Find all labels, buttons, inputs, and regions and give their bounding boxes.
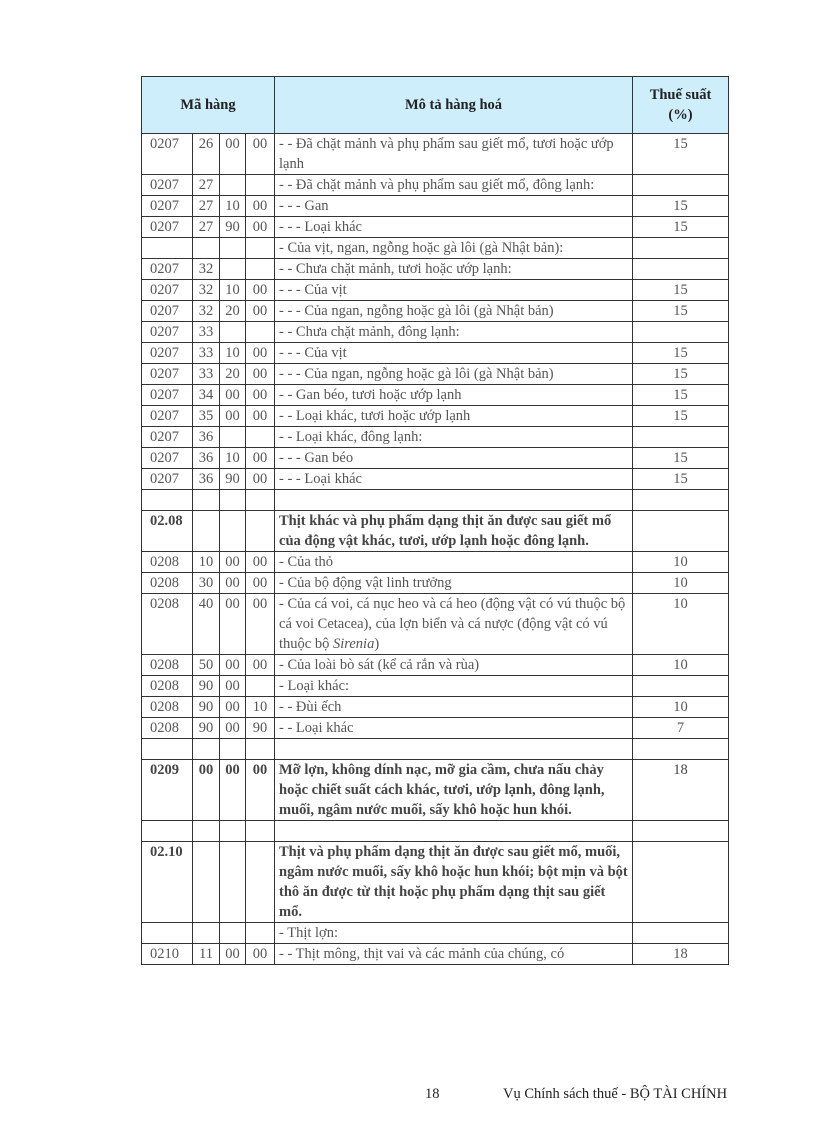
description-cell: - - - Loại khác [275, 217, 633, 238]
code-heading-cell: 30 [193, 573, 220, 594]
header-rate-line2: (%) [668, 107, 693, 123]
code-sub2-cell: 00 [246, 217, 275, 238]
description-cell [275, 490, 633, 511]
rate-cell [633, 739, 729, 760]
code-sub1-cell: 00 [220, 573, 246, 594]
code-chapter-cell: 0208 [142, 676, 193, 697]
code-sub1-cell: 00 [220, 676, 246, 697]
code-chapter-cell: 02.10 [142, 842, 193, 923]
code-sub1-cell: 00 [220, 134, 246, 175]
rate-cell [633, 511, 729, 552]
code-chapter-cell: 0207 [142, 427, 193, 448]
code-sub2-cell: 00 [246, 594, 275, 655]
code-sub2-cell [246, 842, 275, 923]
code-sub2-cell: 00 [246, 196, 275, 217]
code-heading-cell: 32 [193, 259, 220, 280]
code-heading-cell: 36 [193, 448, 220, 469]
code-chapter-cell: 0207 [142, 196, 193, 217]
code-sub1-cell: 90 [220, 217, 246, 238]
description-cell: - - - Của ngan, ngỗng hoặc gà lôi (gà Nhật bản) [275, 301, 633, 322]
rate-cell: 15 [633, 280, 729, 301]
description-cell: - Loại khác: [275, 676, 633, 697]
description-italic-text: Sirenia [332, 636, 375, 652]
code-heading-cell [193, 821, 220, 842]
description-cell: - - - Loại khác [275, 469, 633, 490]
header-code: Mã hàng [142, 77, 275, 134]
code-sub2-cell [246, 923, 275, 944]
table-row [142, 238, 729, 259]
code-sub1-cell: 00 [220, 760, 246, 821]
description-cell: - Của loài bò sát (kể cả rắn và rùa) [275, 655, 633, 676]
code-chapter-cell: 0207 [142, 364, 193, 385]
code-heading-cell [193, 238, 220, 259]
rate-cell [633, 821, 729, 842]
code-sub1-cell [220, 511, 246, 552]
footer-source: Vụ Chính sách thuế - BỘ TÀI CHÍNH [503, 1086, 728, 1102]
code-heading-cell [193, 739, 220, 760]
code-sub1-cell [220, 923, 246, 944]
heading-row [142, 842, 729, 923]
code-chapter-cell: 0209 [142, 760, 193, 821]
page-number: 18 [425, 1086, 440, 1102]
code-chapter-cell: 0210 [142, 944, 193, 965]
code-heading-cell [193, 490, 220, 511]
code-chapter-cell [142, 238, 193, 259]
table-row [142, 427, 729, 448]
table-row [142, 655, 729, 676]
code-heading-cell: 34 [193, 385, 220, 406]
code-heading-cell: 33 [193, 343, 220, 364]
code-chapter-cell: 0207 [142, 469, 193, 490]
description-cell [275, 594, 633, 655]
code-sub1-cell: 00 [220, 655, 246, 676]
code-sub2-cell [246, 322, 275, 343]
spacer-row [142, 490, 729, 511]
code-sub1-cell: 20 [220, 301, 246, 322]
description-cell: - - Loại khác, đông lạnh: [275, 427, 633, 448]
code-sub2-cell: 00 [246, 944, 275, 965]
rate-cell [633, 490, 729, 511]
rate-cell: 15 [633, 343, 729, 364]
rate-cell: 7 [633, 718, 729, 739]
table-row [142, 594, 729, 655]
code-sub1-cell [220, 842, 246, 923]
description-cell: - Của thỏ [275, 552, 633, 573]
code-heading-cell: 36 [193, 469, 220, 490]
description-cell: - - Chưa chặt mảnh, tươi hoặc ướp lạnh: [275, 259, 633, 280]
code-sub1-cell: 20 [220, 364, 246, 385]
rate-cell: 10 [633, 655, 729, 676]
description-text-after: ) [374, 636, 380, 652]
description-cell: - Của bộ động vật linh trưởng [275, 573, 633, 594]
code-heading-cell: 26 [193, 134, 220, 175]
code-chapter-cell: 0207 [142, 301, 193, 322]
description-text: - Của cá voi, cá nục heo và cá heo (động vật có vú thuộc bộ cá voi Cetacea), của lợn biển và cá nược (động vật có vú thuộc bộ [279, 596, 626, 652]
code-chapter-cell: 0208 [142, 655, 193, 676]
table-row [142, 134, 729, 175]
table-row [142, 217, 729, 238]
code-sub2-cell: 00 [246, 760, 275, 821]
code-heading-cell: 27 [193, 196, 220, 217]
rate-cell: 10 [633, 697, 729, 718]
code-chapter-cell: 0207 [142, 217, 193, 238]
table-row [142, 364, 729, 385]
rate-cell [633, 427, 729, 448]
code-sub2-cell [246, 238, 275, 259]
code-sub2-cell: 00 [246, 469, 275, 490]
table-row [142, 385, 729, 406]
code-sub1-cell [220, 739, 246, 760]
table-row [142, 697, 729, 718]
code-chapter-cell: 0207 [142, 385, 193, 406]
code-chapter-cell: 0208 [142, 718, 193, 739]
description-cell: - - Thịt mông, thịt vai và các mảnh của chúng, có [275, 944, 633, 965]
code-sub1-cell: 10 [220, 343, 246, 364]
code-sub1-cell: 00 [220, 552, 246, 573]
code-sub2-cell: 00 [246, 448, 275, 469]
description-cell: Mỡ lợn, không dính nạc, mỡ gia cầm, chưa nấu chảy hoặc chiết suất cách khác, tươi, ướp lạnh, đông lạnh, muối, ngâm nước muối, sấy khô hoặc hun khói. [275, 760, 633, 821]
description-cell: - - - Gan [275, 196, 633, 217]
code-sub1-cell: 10 [220, 196, 246, 217]
code-sub1-cell: 90 [220, 469, 246, 490]
spacer-row [142, 739, 729, 760]
heading-row [142, 760, 729, 821]
code-chapter-cell: 0207 [142, 406, 193, 427]
header-rate [633, 77, 729, 134]
table-row [142, 175, 729, 196]
code-sub1-cell [220, 259, 246, 280]
rate-cell: 10 [633, 573, 729, 594]
rate-cell: 15 [633, 364, 729, 385]
table-row [142, 552, 729, 573]
code-heading-cell: 00 [193, 760, 220, 821]
rate-cell [633, 322, 729, 343]
code-chapter-cell: 0208 [142, 594, 193, 655]
code-sub1-cell: 00 [220, 718, 246, 739]
code-heading-cell: 10 [193, 552, 220, 573]
code-sub1-cell: 00 [220, 594, 246, 655]
code-sub1-cell: 00 [220, 944, 246, 965]
rate-cell: 15 [633, 301, 729, 322]
code-sub2-cell: 90 [246, 718, 275, 739]
description-cell: - - - Của ngan, ngỗng hoặc gà lôi (gà Nhật bản) [275, 364, 633, 385]
code-sub1-cell: 10 [220, 448, 246, 469]
description-cell: - - Loại khác, tươi hoặc ướp lạnh [275, 406, 633, 427]
code-heading-cell: 90 [193, 718, 220, 739]
code-sub2-cell [246, 175, 275, 196]
code-chapter-cell: 0207 [142, 175, 193, 196]
description-cell: - - - Của vịt [275, 280, 633, 301]
description-cell: - - Đã chặt mảnh và phụ phẩm sau giết mổ, đông lạnh: [275, 175, 633, 196]
table-row [142, 448, 729, 469]
description-cell: Thịt khác và phụ phẩm dạng thịt ăn được sau giết mổ của động vật khác, tươi, ướp lạnh hoặc đông lạnh. [275, 511, 633, 552]
header-description: Mô tả hàng hoá [275, 77, 633, 134]
code-sub2-cell: 00 [246, 655, 275, 676]
rate-cell: 15 [633, 217, 729, 238]
code-chapter-cell: 0207 [142, 134, 193, 175]
code-sub2-cell [246, 821, 275, 842]
code-sub1-cell [220, 821, 246, 842]
table-row [142, 301, 729, 322]
code-heading-cell: 11 [193, 944, 220, 965]
code-sub2-cell: 10 [246, 697, 275, 718]
description-cell: - - Đùi ếch [275, 697, 633, 718]
code-heading-cell [193, 842, 220, 923]
spacer-row [142, 821, 729, 842]
code-sub2-cell [246, 490, 275, 511]
rate-cell: 18 [633, 760, 729, 821]
rate-cell: 15 [633, 406, 729, 427]
code-sub2-cell: 00 [246, 134, 275, 175]
code-sub1-cell [220, 238, 246, 259]
description-cell [275, 821, 633, 842]
rate-cell [633, 923, 729, 944]
tariff-table [141, 76, 729, 965]
table-row [142, 718, 729, 739]
code-sub1-cell: 00 [220, 385, 246, 406]
table-row [142, 280, 729, 301]
table-row [142, 923, 729, 944]
rate-cell [633, 676, 729, 697]
code-chapter-cell: 0207 [142, 343, 193, 364]
code-sub2-cell: 00 [246, 552, 275, 573]
table-row [142, 196, 729, 217]
code-chapter-cell: 0207 [142, 448, 193, 469]
code-chapter-cell: 0207 [142, 259, 193, 280]
code-chapter-cell: 02.08 [142, 511, 193, 552]
code-heading-cell [193, 511, 220, 552]
code-chapter-cell [142, 490, 193, 511]
table-row [142, 343, 729, 364]
code-sub2-cell [246, 511, 275, 552]
code-sub2-cell [246, 739, 275, 760]
code-chapter-cell [142, 739, 193, 760]
code-heading-cell: 40 [193, 594, 220, 655]
rate-cell: 15 [633, 134, 729, 175]
description-cell: - - Đã chặt mảnh và phụ phẩm sau giết mổ, tươi hoặc ướp lạnh [275, 134, 633, 175]
code-heading-cell: 32 [193, 301, 220, 322]
code-heading-cell: 36 [193, 427, 220, 448]
header-rate-line1: Thuế suất [649, 87, 712, 103]
code-sub2-cell: 00 [246, 385, 275, 406]
code-heading-cell: 50 [193, 655, 220, 676]
rate-cell: 15 [633, 469, 729, 490]
rate-cell [633, 175, 729, 196]
code-sub2-cell: 00 [246, 573, 275, 594]
code-heading-cell [193, 923, 220, 944]
rate-cell [633, 842, 729, 923]
description-cell: - Của vịt, ngan, ngỗng hoặc gà lôi (gà Nhật bản): [275, 238, 633, 259]
code-sub2-cell [246, 427, 275, 448]
code-sub2-cell: 00 [246, 280, 275, 301]
code-chapter-cell: 0208 [142, 552, 193, 573]
rate-cell [633, 259, 729, 280]
rate-cell: 15 [633, 385, 729, 406]
code-heading-cell: 90 [193, 697, 220, 718]
table-row [142, 406, 729, 427]
code-sub2-cell: 00 [246, 343, 275, 364]
table-row [142, 944, 729, 965]
code-sub1-cell: 00 [220, 406, 246, 427]
table-header-row [142, 77, 729, 134]
code-sub2-cell: 00 [246, 301, 275, 322]
code-sub1-cell [220, 322, 246, 343]
rate-cell: 18 [633, 944, 729, 965]
rate-cell: 15 [633, 448, 729, 469]
code-heading-cell: 33 [193, 364, 220, 385]
description-cell: - Thịt lợn: [275, 923, 633, 944]
code-sub1-cell: 10 [220, 280, 246, 301]
description-cell: - - - Gan béo [275, 448, 633, 469]
code-sub2-cell [246, 676, 275, 697]
table-row [142, 573, 729, 594]
heading-row [142, 511, 729, 552]
code-heading-cell: 35 [193, 406, 220, 427]
code-chapter-cell [142, 821, 193, 842]
table-row [142, 322, 729, 343]
code-heading-cell: 27 [193, 217, 220, 238]
table-row [142, 469, 729, 490]
rate-cell: 15 [633, 196, 729, 217]
code-heading-cell: 32 [193, 280, 220, 301]
description-cell: Thịt và phụ phẩm dạng thịt ăn được sau giết mổ, muối, ngâm nước muối, sấy khô hoặc hun khói; bột mịn và bột thô ăn được từ thịt hoặc phụ phẩm dạng thịt sau giết mổ. [275, 842, 633, 923]
code-chapter-cell: 0208 [142, 697, 193, 718]
rate-cell: 10 [633, 594, 729, 655]
code-heading-cell: 33 [193, 322, 220, 343]
description-cell [275, 739, 633, 760]
description-cell: - - - Của vịt [275, 343, 633, 364]
code-chapter-cell: 0208 [142, 573, 193, 594]
table-body [142, 134, 729, 965]
code-chapter-cell: 0207 [142, 322, 193, 343]
code-heading-cell: 90 [193, 676, 220, 697]
code-sub2-cell [246, 259, 275, 280]
code-sub2-cell: 00 [246, 406, 275, 427]
code-sub1-cell [220, 427, 246, 448]
description-cell: - - Chưa chặt mảnh, đông lạnh: [275, 322, 633, 343]
code-sub1-cell [220, 490, 246, 511]
code-chapter-cell: 0207 [142, 280, 193, 301]
description-cell: - - Gan béo, tươi hoặc ướp lạnh [275, 385, 633, 406]
code-sub2-cell: 00 [246, 364, 275, 385]
rate-cell [633, 238, 729, 259]
table-row [142, 676, 729, 697]
description-cell: - - Loại khác [275, 718, 633, 739]
rate-cell: 10 [633, 552, 729, 573]
table-row [142, 259, 729, 280]
code-sub1-cell [220, 175, 246, 196]
code-sub1-cell: 00 [220, 697, 246, 718]
code-heading-cell: 27 [193, 175, 220, 196]
code-chapter-cell [142, 923, 193, 944]
